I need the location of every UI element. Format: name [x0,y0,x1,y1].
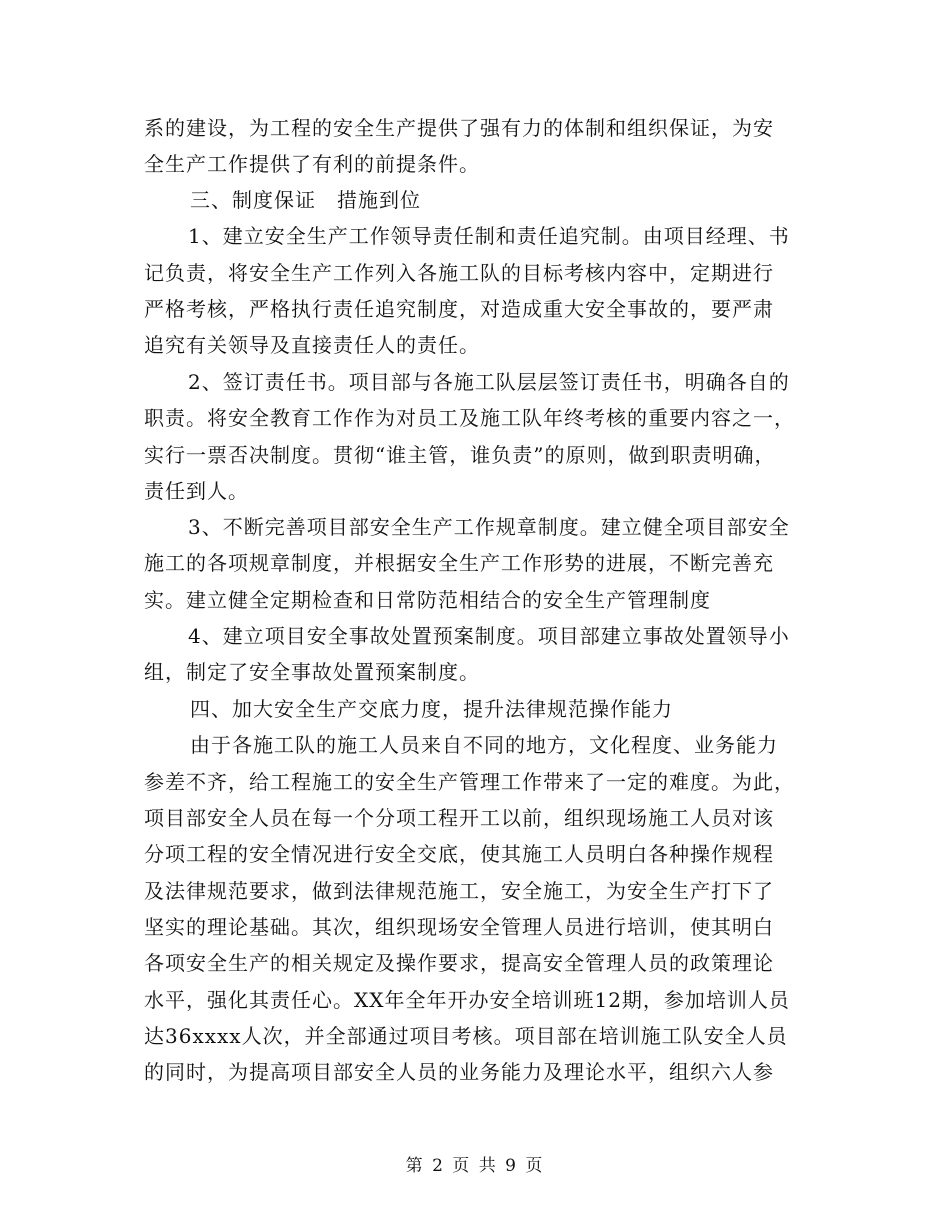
text-line: 的同时，为提高项目部安全人员的业务能力及理论水平，组织六人参 [144,1060,774,1084]
text-line: 各项安全生产的相关规定及操作要求，提高安全管理人员的政策理论 [144,951,774,975]
text-line: 及法律规范要求，做到法律规范施工，安全施工，为安全生产打下了 [144,879,774,903]
text-line: 四、加大安全生产交底力度，提升法律规范操作能力 [190,697,673,721]
text-line: 水平，强化其责任心。XX年全年开办安全培训班12期，参加培训人员 [144,988,790,1012]
text-line: 2、签订责任书。项目部与各施工队层层签订责任书，明确各自的 [188,370,790,394]
text-line: 全生产工作提供了有利的前提条件。 [144,152,480,176]
text-line: 系的建设，为工程的安全生产提供了强有力的体制和组织保证，为安 [144,116,774,140]
text-line: 项目部安全人员在每一个分项工程开工以前，组织现场施工人员对该 [144,806,774,830]
text-line: 坚实的理论基础。其次，组织现场安全管理人员进行培训，使其明白 [144,915,774,939]
text-line: 组，制定了安全事故处置预案制度。 [144,660,480,684]
text-line: 严格考核，严格执行责任追究制度，对造成重大安全事故的，要严肃 [144,297,774,321]
text-line: 施工的各项规章制度，并根据安全生产工作形势的进展，不断完善充 [144,551,774,575]
text-line: 三、制度保证 措施到位 [190,188,421,212]
text-line: 实。建立健全定期检查和日常防范相结合的安全生产管理制度 [144,588,711,612]
text-line: 1、建立安全生产工作领导责任制和责任追究制。由项目经理、书 [188,224,790,248]
text-line: 达36xxxx人次，并全部通过项目考核。项目部在培训施工队安全人员 [144,1024,788,1048]
text-line: 4、建立项目安全事故处置预案制度。项目部建立事故处置领导小 [188,624,790,648]
text-line: 实行一票否决制度。贯彻“谁主管，谁负责”的原则，做到职责明确， [144,443,776,467]
page-footer: 第 2 页 共 9 页 [405,1156,545,1176]
text-line: 分项工程的安全情况进行安全交底，使其施工人员明白各种操作规程 [144,842,774,866]
text-line: 责任到人。 [144,479,249,503]
text-line: 由于各施工队的施工人员来自不同的地方，文化程度、业务能力 [190,733,778,757]
text-line: 3、不断完善项目部安全生产工作规章制度。建立健全项目部安全 [188,515,790,539]
text-line: 职责。将安全教育工作作为对员工及施工队年终考核的重要内容之一， [144,406,795,430]
text-line: 追究有关领导及直接责任人的责任。 [144,333,480,357]
text-line: 记负责，将安全生产工作列入各施工队的目标考核内容中，定期进行 [144,261,774,285]
text-line: 参差不齐，给工程施工的安全生产管理工作带来了一定的难度。为此， [144,770,795,794]
